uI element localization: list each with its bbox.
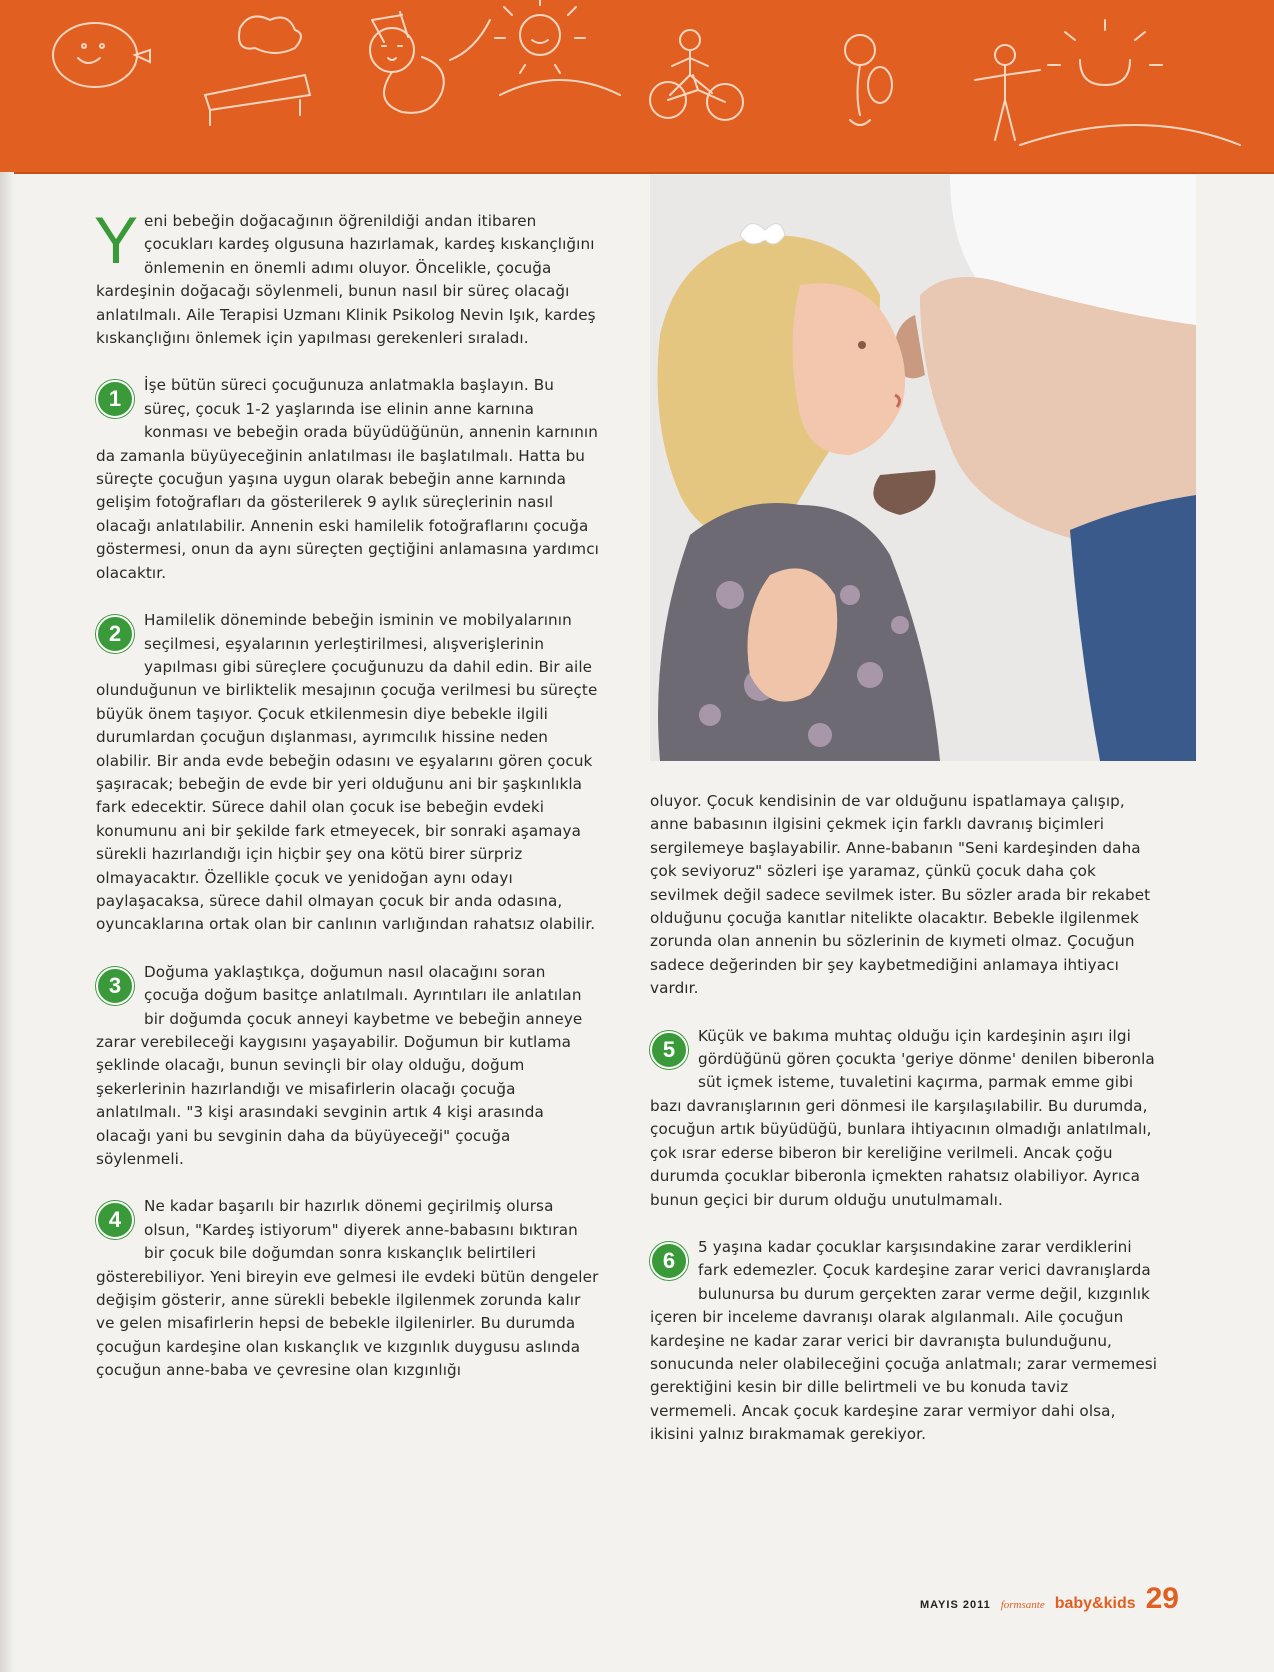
tip-1	[96, 374, 601, 585]
tip-number-badge: 3	[96, 967, 134, 1005]
doodle-illustrations	[0, 0, 1274, 172]
tip-text: İşe bütün süreci çocuğunuza anlatmakla başlayın. Bu süreç, çocuk 1-2 yaşlarında ise elinin anne karnına konması ve bebeğin orada büyüdüğünün, annenin karnının da zamanla büyüyeceğinin anlatılması ile başlatılmalı. Hatta bu süreçte çocuğun yaşına uygun olarak bebeğin anne karnında gelişim fotoğrafları da gösterilerek 9 aylık süreçlerinin nasıl olacağı anlatılabilir. Annenin eski hamilelik fotoğraflarını çocuğa göstermesi, onun da aynı süreçten geçtiğini anlamasına yardımcı olacaktır.	[96, 376, 599, 582]
tip-number-badge: 1	[96, 380, 134, 418]
tip-number-badge: 2	[96, 615, 134, 653]
article-intro	[94, 203, 601, 350]
decorative-header-banner	[0, 0, 1274, 174]
tip-text: Küçük ve bakıma muhtaç olduğu için kardeşinin aşırı ilgi gördüğünü gören çocukta 'geriye dönme' denilen biberonla süt içmek isteme, tuvaletini kaçırma, parmak emme gibi bazı davranışlarının geri dönmesi ile karşılaşılabilir. Bu durumda, çocuğun artık büyüdüğü, bunlara ihtiyacının olmadığı anlatılmalı, çok ısrar ederse biberon bir kereliğine verilmeli. Ancak çoğu durumda çocuklar biberonla içmekten rahatsız olabiliyor. Ayrıca bunun geçici bir durum olduğu unutulmamalı.	[650, 1026, 1155, 1209]
tip-3	[96, 961, 601, 1172]
tip-number-badge: 5	[650, 1031, 688, 1069]
brand-name: formsante	[1000, 1599, 1045, 1611]
tip-text: 5 yaşına kadar çocuklar karşısındakine zarar verdiklerini fark edemezler. Çocuk kardeşine zarar verici davranışlarda bulunursa bu durum gerçekten zarar verme değil, kızgınlık içeren bir inceleme davranışı olarak algılanmalı. Aile çocuğun kardeşine ne kadar zarar verici bir davranışta bulunduğunu, sonucunda neler olabileceğini çocuğa anlatmalı; zarar vermemesi gerektiğini kesin bir dille belirtmeli ve bu konuda taviz vermemeli. Ancak çocuk kardeşine zarar vermiyor dahi olsa, ikisini yalnız bırakmamak gerekiyor.	[650, 1237, 1158, 1444]
tip-number-badge: 6	[650, 1242, 688, 1280]
tip-number-badge: 4	[96, 1201, 134, 1239]
magazine-name: baby&kids	[1054, 1595, 1136, 1612]
tip-text: Hamilelik döneminde bebeğin isminin ve mobilyalarının seçilmesi, eşyalarının yerleştirilmesi, alışverişlerinin yapılması gibi süreçlere çocuğunuzu da dahil edin. Bir aile olunduğunun ve birliktelik mesajının çocuğa verilmesi bu süreçte büyük önem taşıyor. Çocuk etkilenmesin diye bebekle ilgili durumlardan çocuğun dışlanması, ayrımcılık hissine neden olabilir. Bir anda evde bebeğin odasını ve eşyalarını gören çocuk şaşıracak; bebeğin de evde bir yeri olduğunu ani bir şaşkınlıkla fark edecektir. Sürece dahil olan çocuk ise bebeğin evdeki konumunu ani bir şekilde fark etmeyecek, bir sonraki aşamaya sürekli hazırlandığı için hiçbir şey ona kötü birer sürpriz olmayacaktır. Özellikle çocuk ve yenidoğan aynı odayı paylaşacaksa, sürece dahil olmayan çocuk bir anda odasına, oyuncaklarına ortak olan bir canlının varlığından rahatsız olabilir.	[96, 611, 598, 934]
photo-illustration	[650, 175, 1196, 761]
tip-5	[650, 1025, 1160, 1212]
tip-6	[650, 1236, 1160, 1447]
tip-4	[96, 1195, 601, 1382]
drop-cap: Y	[94, 203, 139, 277]
page-footer	[920, 1582, 1179, 1618]
issue-date: MAYIS 2011	[919, 1599, 991, 1611]
page-number: 29	[1145, 1582, 1179, 1615]
article-photo-girl-kissing-belly	[650, 175, 1196, 761]
tip-text: Doğuma yaklaştıkça, doğumun nasıl olacağını soran çocuğa doğum basitçe anlatılmalı. Ayrıntıları ile anlatılan bir doğumda çocuk anneyi kaybetme ve bebeğin anneye zarar verebileceği kaygısını yaşayabilir. Doğumun bir kutlama şeklinde olacağı, bunun sevinçli bir olay olduğu, doğum şekerlerinin hazırlandığı ve misafirlerin olacağı çocuğa anlatılmalı. "3 kişi arasındaki sevginin artık 4 kişi arasında olacağı yani bu sevginin daha da büyüyeceği" çocuğa söylenmeli.	[96, 962, 583, 1169]
page-spine-shadow	[0, 172, 14, 1672]
intro-paragraph: eni bebeğin doğacağının öğrenildiği andan itibaren çocukları kardeş olgusuna hazırlamak, kardeş kıskançlığını önlemenin en önemli adımı oluyor. Öncelikle, çocuğa kardeşinin doğacağı söylenmeli, bunun nasıl bir süreç olacağı anlatılmalı. Aile Terapisi Uzmanı Klinik Psikolog Nevin Işık, kardeş kıskançlığını önlemek için yapılması gerekenleri sıraladı.	[96, 212, 596, 348]
tip-2	[96, 609, 601, 937]
tip-text: Ne kadar başarılı bir hazırlık dönemi geçirilmiş olursa olsun, "Kardeş istiyorum" diyerek anne-babasını bıktıran bir çocuk bile doğumdan sonra kıskançlık belirtileri gösterebiliyor. Yeni bireyin eve gelmesi ile evdeki bütün dengeler değişim gösterir, anne sürekli bebekle ilgilenmek zorunda kalır ve gelen misafirlerin hepsi de bebekle ilgilenirler. Bu durumda çocuğun kardeşine olan kıskançlık ve kızgınlık duygusu aslında çocuğun anne-baba ve çevresine olan kızgınlığı	[96, 1197, 599, 1380]
article-right-column	[650, 790, 1160, 1447]
article-left-column	[94, 203, 601, 1383]
continuation-paragraph: oluyor. Çocuk kendisinin de var olduğunu ispatlamaya çalışıp, anne babasının ilgisini çekmek için farklı davranış biçimleri sergilemeye başlayabilir. Anne-babanın "Seni kardeşinden daha çok seviyoruz" sözleri işe yaramaz, çünkü çocuk daha çok sevilmek değil sadece sevilmek ister. Bu sözler arada bir rekabet olduğunu çocuğa kanıtlar nitelikte olacaktır. Bebekle ilgilenmek zorunda olan annenin bu sözlerinin de kıymeti olmaz. Çocuğun sadece değerinden bir şey kaybetmediğini anlamaya ihtiyacı vardır.	[650, 792, 1151, 998]
